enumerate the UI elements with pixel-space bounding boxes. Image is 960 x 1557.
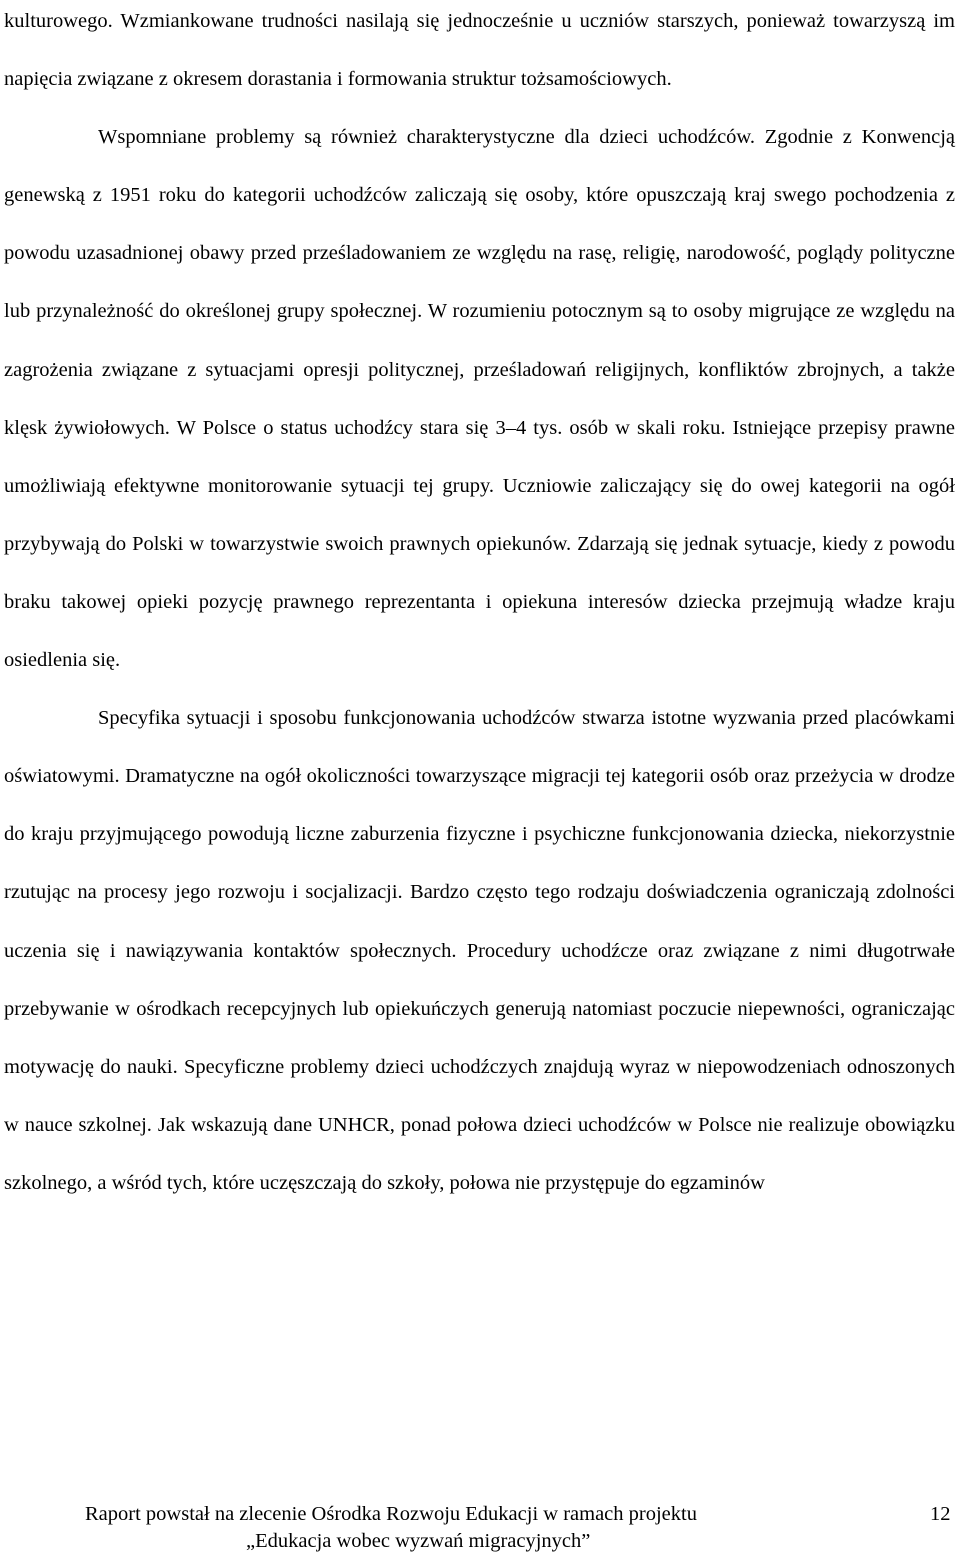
page-footer xyxy=(0,1500,960,1557)
footer-project-title: „Edukacja wobec wyzwań migracyjnych” xyxy=(246,1530,591,1552)
page-number: 12 xyxy=(930,1503,951,1525)
paragraph-1: kulturowego. Wzmiankowane trudności nasilają się jednocześnie u uczniów starszych, ponieważ towarzyszą im napięcia związane z okresem dorastania i formowania struktur tożsamościowych. xyxy=(4,10,955,91)
paragraph-3: Specyfika sytuacji i sposobu funkcjonowania uchodźców stwarza istotne wyzwania przed placówkami oświatowymi. Dramatyczne na ogół okoliczności towarzyszące migracji tej kategorii osób oraz przeżycia w drodze do kraju przyjmującego powodują liczne zaburzenia fizyczne i psychiczne funkcjonowania dziecka, niekorzystnie rzutując na procesy jego rozwoju i socjalizacji. Bardzo często tego rodzaju doświadczenia ograniczają zdolności uczenia się i nawiązywania kontaktów społecznych. Procedury uchodźcze oraz związane z nimi długotrwałe przebywanie w ośrodkach recepcyjnych lub opiekuńczych generują natomiast poczucie niepewności, ograniczając motywację do nauki. Specyficzne problemy dzieci uchodźczych znajdują wyraz w niepowodzeniach odnoszonych w nauce szkolnej. Jak wskazują dane UNHCR, ponad połowa dzieci uchodźców w Polsce nie realizuje obowiązku szkolnego, a wśród tych, które uczęszczają do szkoły, połowa nie przystępuje do egzaminów xyxy=(4,707,955,1194)
body-text xyxy=(4,0,955,1212)
paragraph-2: Wspomniane problemy są również charakterystyczne dla dzieci uchodźców. Zgodnie z Konwencją genewską z 1951 roku do kategorii uchodźców zaliczają się osoby, które opuszczają kraj swego pochodzenia z powodu uzasadnionej obawy przed prześladowaniem ze względu na rasę, religię, narodowość, poglądy polityczne lub przynależność do określonej grupy społecznej. W rozumieniu potocznym są to osoby migrujące ze względu na zagrożenia związane z sytuacjami opresji politycznej, prześladowań religijnych, konfliktów zbrojnych, a także klęsk żywiołowych. W Polsce o status uchodźcy stara się 3–4 tys. osób w skali roku. Istniejące przepisy prawne umożliwiają efektywne monitorowanie sytuacji tej grupy. Uczniowie zaliczający się do owej kategorii na ogół przybywają do Polski w towarzystwie swoich prawnych opiekunów. Zdarzają się jednak sytuacje, kiedy z powodu braku takowej opieki pozycję prawnego reprezentanta i opiekuna interesów dziecka przejmują władze kraju osiedlenia się. xyxy=(4,126,955,672)
footer-report-note: Raport powstał na zlecenie Ośrodka Rozwoju Edukacji w ramach projektu xyxy=(85,1503,697,1525)
